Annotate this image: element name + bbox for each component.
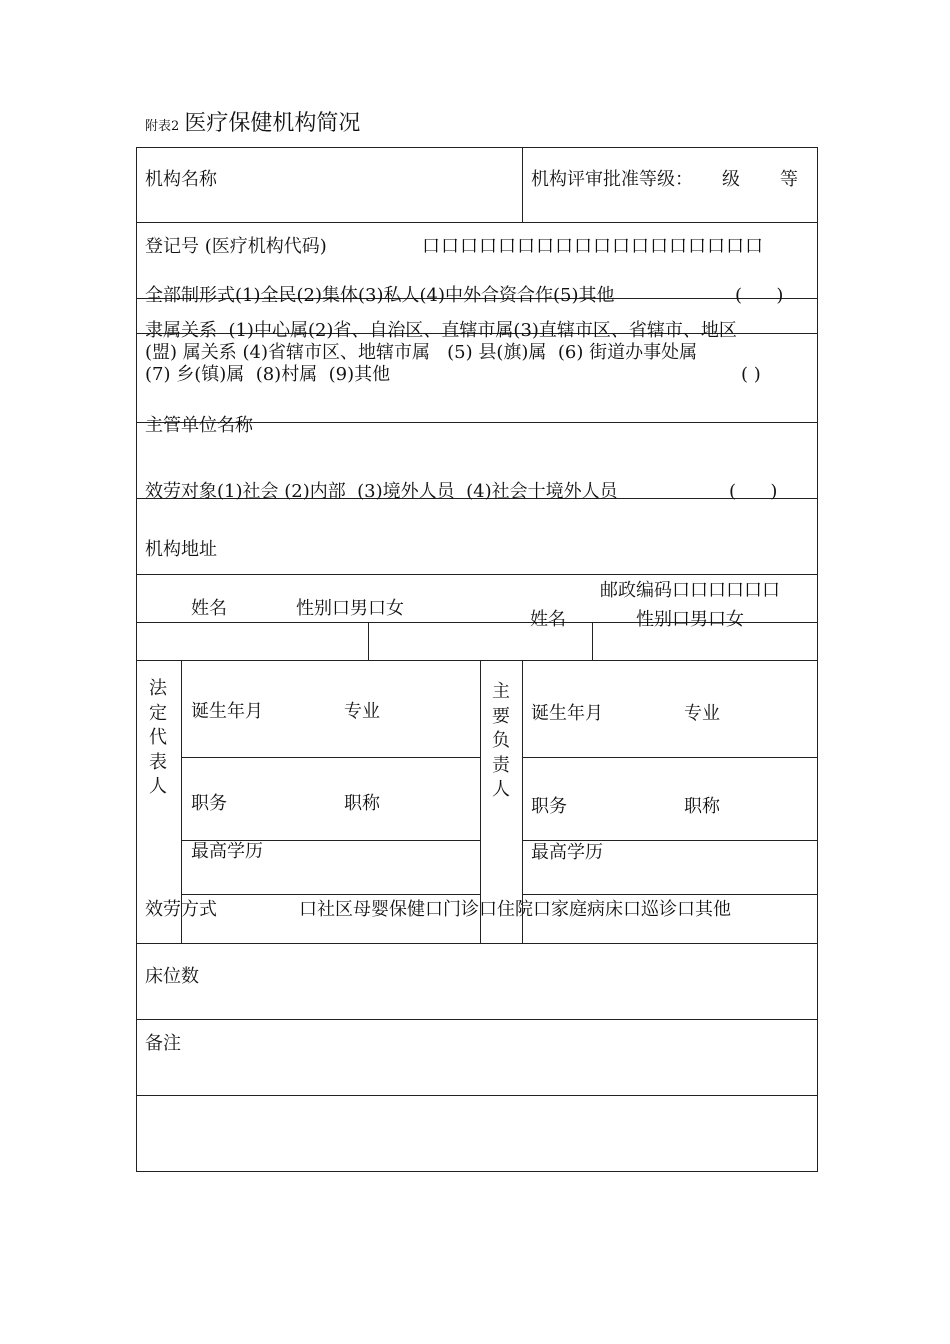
legal-rep-position-label: 职务: [191, 793, 227, 814]
title-prefix: 附表2: [145, 119, 180, 134]
principal-education-label: 最高学历: [531, 842, 603, 863]
service-target-text: 效劳对象(1)社会 (2)内部 (3)境外人员 (4)社会十境外人员: [145, 481, 618, 502]
title-main: 医疗保健机构简况: [184, 111, 361, 136]
registration-code-boxes: 口口口口口口口口口口口口口口口口口口: [422, 236, 764, 257]
divider: [136, 660, 817, 661]
divider: [136, 574, 817, 575]
service-mode-label: 效劳方式: [145, 899, 217, 920]
ownership-text: 全部制形式(1)全民(2)集体(3)私人(4)中外合资合作(5)其他: [145, 285, 615, 306]
service-target-paren: ( ): [729, 481, 778, 502]
divider: [522, 147, 523, 222]
principal-header: 主要负责人: [492, 681, 510, 800]
beds-label: 床位数: [145, 966, 199, 987]
divider: [522, 757, 817, 758]
divider: [592, 622, 593, 660]
grade-label: 机构评审批准等级：: [531, 169, 693, 190]
legal-rep-header: 法定代表人: [149, 678, 167, 797]
legal-rep-birth-label: 诞生年月: [191, 701, 263, 722]
institution-name-label: 机构名称: [145, 169, 217, 190]
affiliation-line-3: (7) 乡(镇)属 (8)村属 (9)其他: [145, 364, 391, 385]
affiliation-paren: ( ): [741, 364, 761, 385]
divider: [522, 840, 817, 841]
postal-code-label: 邮政编码口口口口口口: [600, 580, 780, 601]
principal-birth-label: 诞生年月: [531, 703, 603, 724]
divider: [181, 894, 480, 895]
registration-label: 登记号 (医疗机构代码): [145, 236, 327, 257]
affiliation-line-2: (盟) 属关系 (4)省辖市区、地辖市属 (5) 县(旗)属 (6) 街道办事处属: [145, 342, 698, 363]
divider: [181, 757, 480, 758]
legal-rep-major-label: 专业: [344, 701, 380, 722]
remarks-label: 备注: [145, 1033, 181, 1054]
grade-deng: 等: [780, 169, 798, 190]
address-label: 机构地址: [145, 539, 217, 560]
legal-rep-education-label: 最高学历: [191, 841, 263, 862]
supervisor-label: 主管单位名称: [145, 415, 253, 436]
grade-ji: 级: [722, 169, 740, 190]
principal-name-label: 姓名: [530, 609, 566, 630]
affiliation-line-1: 隶属关系 (1)中心属(2)省、自治区、直辖市属(3)直辖市区、省辖市、地区: [145, 320, 737, 341]
principal-title-label: 职称: [684, 796, 720, 817]
principal-gender: 性别口男口女: [636, 609, 744, 630]
page-title: [145, 106, 360, 137]
divider: [136, 1019, 817, 1020]
divider: [368, 622, 369, 660]
divider: [136, 222, 817, 223]
service-mode-options: 口社区母婴保健口门诊口住院口家庭病床口巡诊口其他: [299, 899, 731, 920]
ownership-paren: ( ): [735, 285, 784, 306]
principal-major-label: 专业: [684, 703, 720, 724]
legal-rep-name-label: 姓名: [191, 598, 227, 619]
legal-rep-gender: 性别口男口女: [296, 598, 404, 619]
legal-rep-title-label: 职称: [344, 793, 380, 814]
divider: [522, 894, 817, 895]
divider: [136, 943, 817, 944]
principal-position-label: 职务: [531, 796, 567, 817]
divider: [136, 1095, 817, 1096]
